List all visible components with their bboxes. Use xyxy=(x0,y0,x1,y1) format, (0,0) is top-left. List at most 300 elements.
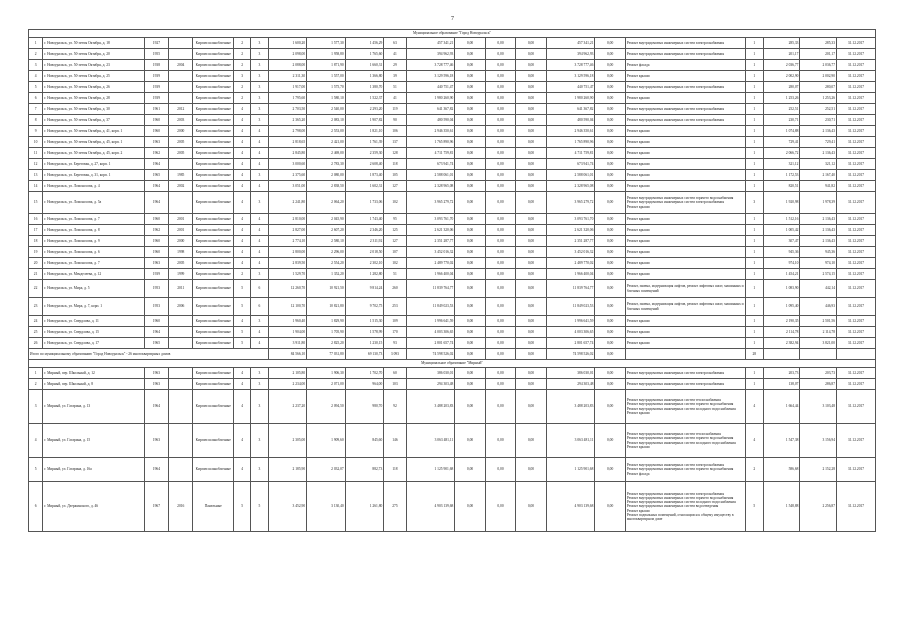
cell-date: 31.12.2017 xyxy=(837,298,876,316)
cell-num: 14 xyxy=(29,181,43,192)
cell-date: 31.12.2017 xyxy=(837,159,876,170)
cell-en: 3 xyxy=(251,368,268,379)
cell-a1: 2 774,10 xyxy=(268,236,307,247)
cell-num: 5 xyxy=(29,458,43,482)
cell-a1: 2 818,65 xyxy=(268,137,307,148)
cell-work: Ремонт внутридомовых инженерных систем горячего водоснабжения Ремонт внутридомовых инженерных систем электроснабжения Ремонт крыши xyxy=(625,192,745,214)
cell-work: Ремонт крыши xyxy=(625,258,745,269)
cell-a2: 2 083,10 xyxy=(307,115,346,126)
cell-v2: 941,82 xyxy=(800,181,837,192)
cell-fl: 4 xyxy=(234,258,251,269)
cell-c3: 0,00 xyxy=(485,93,515,104)
cell-a1: 3 051,00 xyxy=(268,181,307,192)
cell-a2: 1 705,90 xyxy=(307,327,346,338)
cell-wk: 2 xyxy=(745,458,763,482)
cell-res: 106 xyxy=(384,126,406,137)
cell-wk: 1 xyxy=(745,225,763,236)
cell-c6: 0,00 xyxy=(595,258,625,269)
total-label: Итого по муниципальному образованию "Город Новоуральск" - 26 многоквартирных домов xyxy=(29,349,269,360)
cell-work: Ремонт крыши xyxy=(625,316,745,327)
cell-c3: 0,00 xyxy=(485,126,515,137)
cell-y1: 1960 xyxy=(144,247,168,258)
cell-fl: 4 xyxy=(234,247,251,258)
total-c3: 0,00 xyxy=(485,349,515,360)
cell-res: 51 xyxy=(384,269,406,280)
cell-y1: 1961 xyxy=(144,104,168,115)
cell-c6: 0,00 xyxy=(595,379,625,390)
cell-a3: 1 578,99 xyxy=(345,327,384,338)
cell-wk: 1 xyxy=(745,115,763,126)
cell-c4: 0,00 xyxy=(516,115,546,126)
cell-num: 20 xyxy=(29,258,43,269)
cell-en: 4 xyxy=(251,126,268,137)
cell-num: 18 xyxy=(29,236,43,247)
cell-c4: 0,00 xyxy=(516,82,546,93)
cell-v1: 1 005,42 xyxy=(763,225,800,236)
cell-v2: 2 036,77 xyxy=(800,60,837,71)
cell-a3: 1 733,06 xyxy=(345,192,384,214)
cell-a2: 1 906,30 xyxy=(307,368,346,379)
cell-a3: 845,60 xyxy=(345,424,384,458)
cell-v2: 1 978,39 xyxy=(800,192,837,214)
cell-date: 31.12.2017 xyxy=(837,247,876,258)
cell-a1: 2 845,80 xyxy=(268,148,307,159)
cell-a1: 3 911,80 xyxy=(268,338,307,349)
cell-work: Ремонт крыши xyxy=(625,159,745,170)
cell-res: 119 xyxy=(384,104,406,115)
cell-wk: 1 xyxy=(745,71,763,82)
cell-fl: 4 xyxy=(234,458,251,482)
cell-fl: 5 xyxy=(234,327,251,338)
cell-c2: 0,00 xyxy=(455,225,485,236)
table-row xyxy=(29,258,876,269)
cell-en: 3 xyxy=(251,71,268,82)
cell-y1: 1964 xyxy=(144,159,168,170)
cell-c1: 3 129 596,18 xyxy=(406,71,455,82)
cell-work: Ремонт крыши xyxy=(625,214,745,225)
cell-v2: 2 256,87 xyxy=(800,482,837,532)
cell-a1: 2 375,60 xyxy=(268,170,307,181)
cell-v2: 974,10 xyxy=(800,258,837,269)
cell-c4: 0,00 xyxy=(516,93,546,104)
cell-a1: 2 305,00 xyxy=(268,424,307,458)
cell-c6: 0,00 xyxy=(595,38,625,49)
cell-c5: 673 941,74 xyxy=(546,159,595,170)
cell-res: 125 xyxy=(384,225,406,236)
cell-en: 3 xyxy=(251,424,268,458)
cell-a3: 1 761,39 xyxy=(345,137,384,148)
cell-y2 xyxy=(169,379,193,390)
cell-c5: 394 962,93 xyxy=(546,49,595,60)
cell-a1: 1 904,00 xyxy=(268,327,307,338)
cell-c6: 0,00 xyxy=(595,327,625,338)
cell-c4: 0,00 xyxy=(516,258,546,269)
cell-c3: 0,00 xyxy=(485,236,515,247)
cell-res: 63 xyxy=(384,38,406,49)
cell-y1: 1960 xyxy=(144,214,168,225)
cell-res: 103 xyxy=(384,379,406,390)
cell-a3: 2 293,20 xyxy=(345,104,384,115)
cell-v2: 280,07 xyxy=(800,82,837,93)
cell-c2: 0,00 xyxy=(455,316,485,327)
cell-num: 23 xyxy=(29,298,43,316)
cell-res: 102 xyxy=(384,258,406,269)
total-res: 3 093 xyxy=(384,349,406,360)
cell-c3: 0,00 xyxy=(485,258,515,269)
cell-en: 4 xyxy=(251,338,268,349)
cell-mat: Кирпич шлакоблочные xyxy=(193,258,234,269)
cell-num: 19 xyxy=(29,247,43,258)
cell-y2: 2005 xyxy=(169,258,193,269)
cell-date: 31.12.2017 xyxy=(837,137,876,148)
cell-v2: 1 253,26 xyxy=(800,93,837,104)
cell-v1: 307,47 xyxy=(763,236,800,247)
cell-y2: 2001 xyxy=(169,214,193,225)
table-row xyxy=(29,379,876,390)
cell-en: 3 xyxy=(251,38,268,49)
cell-wk: 1 xyxy=(745,148,763,159)
cell-c1: 11 839 764,77 xyxy=(406,280,455,298)
table-row xyxy=(29,327,876,338)
cell-y2: 2012 xyxy=(169,104,193,115)
cell-c3: 0,00 xyxy=(485,38,515,49)
cell-wk: 1 xyxy=(745,258,763,269)
table-row xyxy=(29,298,876,316)
cell-c3: 0,00 xyxy=(485,159,515,170)
cell-en: 3 xyxy=(251,192,268,214)
cell-c3: 0,00 xyxy=(485,458,515,482)
cell-date: 31.12.2017 xyxy=(837,327,876,338)
cell-res: 92 xyxy=(384,390,406,424)
cell-a1: 1 917,00 xyxy=(268,82,307,93)
cell-c1: 1 980 260,90 xyxy=(406,93,455,104)
cell-c2: 0,00 xyxy=(455,390,485,424)
cell-addr: г. Новоуральск, ул. 50-летия Октября, д. 45, корп. 2 xyxy=(43,148,145,159)
table-row xyxy=(29,82,876,93)
cell-a2: 10 821,80 xyxy=(307,298,346,316)
cell-a2: 2 783,30 xyxy=(307,159,346,170)
cell-c6: 0,00 xyxy=(595,390,625,424)
cell-en: 3 xyxy=(251,115,268,126)
cell-mat: Кирпич шлакоблочные xyxy=(193,247,234,258)
cell-v1: 1 454,21 xyxy=(763,269,800,280)
cell-addr: г. Новоуральск, ул. Свердлова, д. 17 xyxy=(43,338,145,349)
cell-c6: 0,00 xyxy=(595,458,625,482)
cell-addr: г. Новоуральск, ул. 50-летия Октября, д. 20 xyxy=(43,49,145,60)
cell-c1: 386 030,01 xyxy=(406,368,455,379)
cell-num: 3 xyxy=(29,390,43,424)
cell-a1: 1 795,60 xyxy=(268,93,307,104)
table-row xyxy=(29,225,876,236)
cell-c6: 0,00 xyxy=(595,316,625,327)
cell-v2: 230,71 xyxy=(800,115,837,126)
cell-fl: 4 xyxy=(234,379,251,390)
cell-y1: 1963 xyxy=(144,137,168,148)
table-row xyxy=(29,236,876,247)
cell-wk: 1 xyxy=(745,298,763,316)
cell-c4: 0,00 xyxy=(516,137,546,148)
cell-c4: 0,00 xyxy=(516,214,546,225)
cell-c1: 641 367,82 xyxy=(406,104,455,115)
cell-v1: 1 664,44 xyxy=(763,390,800,424)
table-row xyxy=(29,192,876,214)
cell-addr: г. Новоуральск, ул. 50-летия Октября, д. 28 xyxy=(43,93,145,104)
cell-fl: 5 xyxy=(234,280,251,298)
cell-c2: 0,00 xyxy=(455,181,485,192)
cell-date: 31.12.2017 xyxy=(837,49,876,60)
cell-v1: 2 190,35 xyxy=(763,316,800,327)
cell-work: Ремонт крыши xyxy=(625,93,745,104)
cell-c6: 0,00 xyxy=(595,214,625,225)
cell-work: Ремонт внутридомовых инженерных систем теплоснабжения Ремонт внутридомовых инженерных систем горячего водоснабжения Ремонт внутридомовых инженерных систем холодного водоснабжения Ремонт крыши xyxy=(625,390,745,424)
cell-en: 3 xyxy=(251,104,268,115)
cell-c1: 3 093 761,70 xyxy=(406,214,455,225)
cell-date: 31.12.2017 xyxy=(837,280,876,298)
cell-v2: 2 574,15 xyxy=(800,269,837,280)
cell-work: Ремонт крыши xyxy=(625,170,745,181)
cell-c1: 2 351 287,77 xyxy=(406,236,455,247)
table-row xyxy=(29,424,876,458)
cell-a2: 1 557,00 xyxy=(307,71,346,82)
cell-en: 3 xyxy=(251,269,268,280)
table-row xyxy=(29,368,876,379)
cell-en: 6 xyxy=(251,280,268,298)
cell-c4: 0,00 xyxy=(516,280,546,298)
cell-addr: г. Новоуральск, ул. 50-летия Октября, д. 25 xyxy=(43,71,145,82)
cell-c3: 0,00 xyxy=(485,338,515,349)
cell-date: 31.12.2017 xyxy=(837,115,876,126)
cell-c4: 0,00 xyxy=(516,49,546,60)
cell-mat: Кирпич шлакоблочные xyxy=(193,126,234,137)
cell-wk: 5 xyxy=(745,482,763,532)
cell-fl: 4 xyxy=(234,368,251,379)
cell-a2: 1 829,90 xyxy=(307,316,346,327)
cell-c1: 2 621 320,06 xyxy=(406,225,455,236)
cell-addr: г. Новоуральск, ул. Береговая, д. 27, корп. 1 xyxy=(43,159,145,170)
cell-a3: 1 907,82 xyxy=(345,115,384,126)
cell-date: 31.12.2017 xyxy=(837,214,876,225)
cell-date: 31.12.2017 xyxy=(837,269,876,280)
cell-fl: 4 xyxy=(234,137,251,148)
cell-y1: 1964 xyxy=(144,458,168,482)
cell-v1: 1 172,53 xyxy=(763,170,800,181)
cell-a3: 964,00 xyxy=(345,379,384,390)
cell-c3: 0,00 xyxy=(485,104,515,115)
cell-c4: 0,00 xyxy=(516,71,546,82)
cell-c5: 2 946 350,61 xyxy=(546,126,595,137)
table-row xyxy=(29,71,876,82)
cell-c2: 0,00 xyxy=(455,49,485,60)
table-row xyxy=(29,181,876,192)
cell-mat: Кирпич шлакоблочные xyxy=(193,148,234,159)
cell-mat: Кирпич шлакоблочные xyxy=(193,327,234,338)
cell-y2: 2005 xyxy=(169,148,193,159)
cell-work: Ремонт внутридомовых инженерных систем электроснабжения xyxy=(625,368,745,379)
cell-v2: 2 002,90 xyxy=(800,71,837,82)
cell-res: 170 xyxy=(384,327,406,338)
cell-mat: Кирпич шлакоблочные xyxy=(193,458,234,482)
cell-a3: 2 302,10 xyxy=(345,258,384,269)
cell-c5: 641 367,82 xyxy=(546,104,595,115)
cell-a3: 2 608,40 xyxy=(345,159,384,170)
cell-a1: 2 088,00 xyxy=(268,60,307,71)
cell-a2: 10 921,50 xyxy=(307,280,346,298)
cell-date: 31.12.2017 xyxy=(837,38,876,49)
cell-c5: 2 351 287,77 xyxy=(546,236,595,247)
cell-work: Ремонт внутридомовых инженерных систем электроснабжения xyxy=(625,38,745,49)
cell-work: Ремонт крыши xyxy=(625,137,745,148)
table-row xyxy=(29,104,876,115)
cell-en: 4 xyxy=(251,137,268,148)
cell-fl: 4 xyxy=(234,192,251,214)
cell-res: 127 xyxy=(384,236,406,247)
cell-date: 31.12.2017 xyxy=(837,368,876,379)
cell-a3: 1 765,60 xyxy=(345,49,384,60)
cell-y2 xyxy=(169,192,193,214)
cell-work: Ремонт внутридомовых инженерных систем электроснабжения xyxy=(625,115,745,126)
total-c4: 0,00 xyxy=(516,349,546,360)
cell-c4: 0,00 xyxy=(516,424,546,458)
cell-c5: 1 125 901,68 xyxy=(546,458,595,482)
cell-en: 3 xyxy=(251,458,268,482)
cell-c5: 4 903 139,68 xyxy=(546,482,595,532)
cell-y2 xyxy=(169,82,193,93)
cell-c3: 0,00 xyxy=(485,181,515,192)
cell-en: 3 xyxy=(251,60,268,71)
cell-num: 25 xyxy=(29,327,43,338)
cell-fl: 4 xyxy=(234,316,251,327)
cell-a1: 2 105,80 xyxy=(268,368,307,379)
cell-v2: 442,14 xyxy=(800,280,837,298)
cell-num: 12 xyxy=(29,159,43,170)
cell-c4: 0,00 xyxy=(516,458,546,482)
cell-v1: 1 083,90 xyxy=(763,280,800,298)
cell-v1: 203,73 xyxy=(763,368,800,379)
cell-c3: 0,00 xyxy=(485,390,515,424)
cell-c6: 0,00 xyxy=(595,424,625,458)
cell-c6: 0,00 xyxy=(595,148,625,159)
cell-y2: 2000 xyxy=(169,126,193,137)
cell-c3: 0,00 xyxy=(485,379,515,390)
cell-c2: 0,00 xyxy=(455,424,485,458)
cell-c3: 0,00 xyxy=(485,49,515,60)
cell-c5: 2 801 657,74 xyxy=(546,338,595,349)
section-header-row xyxy=(29,360,876,368)
table-row xyxy=(29,458,876,482)
cell-c5: 457 341,21 xyxy=(546,38,595,49)
cell-c3: 0,00 xyxy=(485,214,515,225)
cell-c4: 0,00 xyxy=(516,327,546,338)
cell-c4: 0,00 xyxy=(516,379,546,390)
cell-y1: 1939 xyxy=(144,82,168,93)
cell-v2: 201,17 xyxy=(800,49,837,60)
cell-c2: 0,00 xyxy=(455,159,485,170)
cell-a2: 1 958,80 xyxy=(307,49,346,60)
cell-mat: Кирпич шлакоблочные xyxy=(193,137,234,148)
cell-res: 127 xyxy=(384,181,406,192)
cell-wk: 1 xyxy=(745,379,763,390)
cell-y1: 1965 xyxy=(144,338,168,349)
cell-a2: 2 071,00 xyxy=(307,379,346,390)
cell-c4: 0,00 xyxy=(516,148,546,159)
cell-res: 29 xyxy=(384,60,406,71)
cell-v2: 945,36 xyxy=(800,247,837,258)
cell-v2: 3 103,48 xyxy=(800,390,837,424)
cell-addr: г. Мирный, пер. Школьный, д. 12 xyxy=(43,368,145,379)
cell-v2: 3 156,94 xyxy=(800,424,837,458)
cell-work: Ремонт внутридомовых инженерных систем электроснабжения xyxy=(625,104,745,115)
cell-en: 4 xyxy=(251,225,268,236)
table-row xyxy=(29,148,876,159)
cell-num: 10 xyxy=(29,137,43,148)
cell-v2: 2 136,43 xyxy=(800,236,837,247)
cell-c5: 1 765 890,96 xyxy=(546,137,595,148)
cell-a2: 2 469,00 xyxy=(307,148,346,159)
cell-a1: 2 703,50 xyxy=(268,104,307,115)
cell-en: 5 xyxy=(251,482,268,532)
cell-v1: 1 512,16 xyxy=(763,214,800,225)
cell-c5: 3 965 279,72 xyxy=(546,192,595,214)
cell-c1: 2 328 965,08 xyxy=(406,181,455,192)
cell-a3: 1 821,10 xyxy=(345,126,384,137)
cell-a2: 2 296,00 xyxy=(307,247,346,258)
cell-v1: 280,07 xyxy=(763,82,800,93)
cell-c3: 0,00 xyxy=(485,280,515,298)
cell-v1: 586,68 xyxy=(763,458,800,482)
cell-c5: 3 063 481,11 xyxy=(546,424,595,458)
table-row xyxy=(29,338,876,349)
cell-a2: 1 580,10 xyxy=(307,93,346,104)
cell-y1: 1963 xyxy=(144,424,168,458)
cell-mat: Кирпич шлакоблочные xyxy=(193,280,234,298)
cell-y2 xyxy=(169,316,193,327)
cell-wk: 3 xyxy=(745,192,763,214)
cell-c2: 0,00 xyxy=(455,379,485,390)
cell-c2: 0,00 xyxy=(455,258,485,269)
cell-mat: Кирпич шлакоблочные xyxy=(193,115,234,126)
cell-res: 105 xyxy=(384,170,406,181)
cell-res: 128 xyxy=(384,148,406,159)
cell-c5: 386 030,01 xyxy=(546,368,595,379)
cell-a3: 2 346,20 xyxy=(345,225,384,236)
cell-num: 5 xyxy=(29,82,43,93)
cell-c3: 0,00 xyxy=(485,115,515,126)
cell-c6: 0,00 xyxy=(595,159,625,170)
cell-fl: 2 xyxy=(234,38,251,49)
table-row xyxy=(29,316,876,327)
cell-c1: 4 903 139,68 xyxy=(406,482,455,532)
cell-work: Ремонт, замена, модернизация лифтов, ремонт лифтовых шахт, машинных и блочных помещений xyxy=(625,280,745,298)
cell-y1: 1963 xyxy=(144,368,168,379)
cell-fl: 4 xyxy=(234,115,251,126)
cell-mat: Панельные xyxy=(193,482,234,532)
cell-a2: 3 130,40 xyxy=(307,482,346,532)
cell-a1: 2 798,00 xyxy=(268,126,307,137)
cell-v1: 138,07 xyxy=(763,379,800,390)
cell-c4: 0,00 xyxy=(516,181,546,192)
cell-work: Ремонт крыши xyxy=(625,225,745,236)
cell-c1: 3 452 016,32 xyxy=(406,247,455,258)
cell-y2 xyxy=(169,368,193,379)
cell-res: 41 xyxy=(384,93,406,104)
total-work xyxy=(625,349,745,360)
cell-wk: 1 xyxy=(745,316,763,327)
cell-en: 4 xyxy=(251,236,268,247)
cell-a3: 1 702,70 xyxy=(345,368,384,379)
total-c2: 0,00 xyxy=(455,349,485,360)
cell-addr: г. Новоуральск, ул. 50-летия Октября, д. 23 xyxy=(43,60,145,71)
cell-y2 xyxy=(169,38,193,49)
